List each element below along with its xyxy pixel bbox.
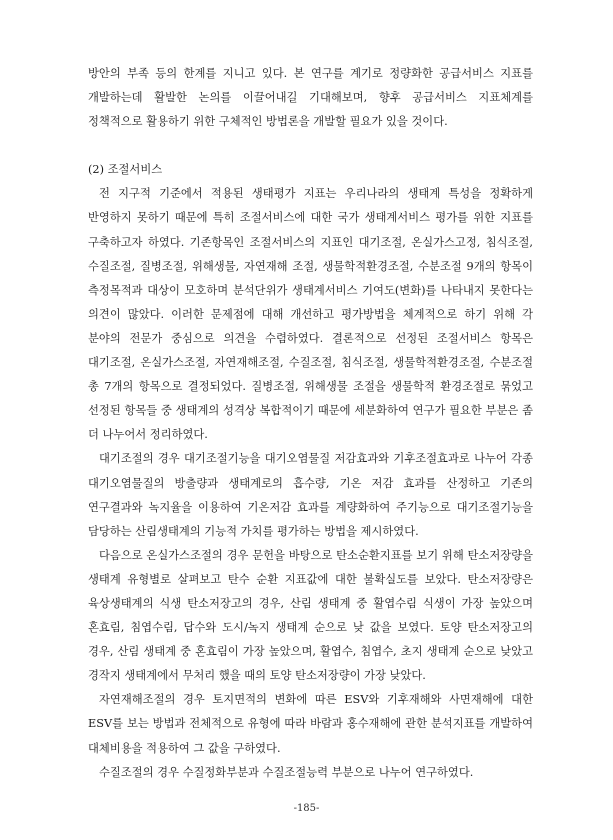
body-paragraph-ghg-regulation: 다음으로 온실가스조절의 경우 문헌을 바탕으로 탄소순환지표를 보기 위해 탄소저장량을 생태계 유형별로 살펴보고 탄수 순환 지표값에 대한 불확실도를 보았다. 탄소저장량은 육상생태계의 식생 탄소저장고의 경우, 산림 생태계 중 활엽수림 식생이 가장 높았으며 혼효림, 침엽수림, 답수와 도시/녹지 생태계 순으로 낮 값을 보였다. 토양 탄소저장고의 경우, 산림 생태계 중 혼효림이 가장 높았으며, 활엽수, 침엽수, 초지 생태계 순으로 낮았고 경작지 생태계에서 무처리 했을 때의 토양 탄소저장량이 가장 낮았다. <box>88 548 533 683</box>
body-paragraph-water-quality: 수질조절의 경우 수질정화부분과 수질조절능력 부분으로 나누어 연구하였다. <box>99 765 474 779</box>
body-paragraph-natural-hazard: 자연재해조절의 경우 토지면적의 변화에 따른 ESV와 기후재해와 사면재해에 대한 ESV를 보는 방법과 전체적으로 유형에 따라 바람과 홍수재해에 관한 분석지표를 개발하여 대체비용을 적용하여 그 값을 구하였다. <box>88 693 533 755</box>
body-paragraph-regulating-indicators: 전 지구적 기준에서 적용된 생태평가 지표는 우리나라의 생태계 특성을 정확하게 반영하지 못하기 때문에 특히 조절서비스에 대한 국가 생태계서비스 평가를 위한 지표를 구축하고자 하였다. 기존항목인 조절서비스의 지표인 대기조절, 온실가스고정, 침식조절, 수질조절, 질병조절, 위해생물, 자연재해 조절, 생물학적환경조절, 수분조절 9개의 항목이 측정목적과 대상이 모호하며 분석단위가 생태계서비스 기여도(변화)를 나타내지 못한다는 의견이 많았다. 이러한 문제점에 대해 개선하고 평가방법을 체계적으로 하기 위해 각 분야의 전문가 중심으로 의견을 수렴하였다. 결론적으로 선정된 조절서비스 항목은 대기조절, 온실가스조절, 자연재해조절, 수질조절, 침식조절, 생물학적환경조절, 수분조절 총 7개의 항목으로 결정되었다. 질병조절, 위해생물 조절을 생물학적 환경조절로 묶었고 선정된 항목들 중 생태계의 성격상 복합적이기 때문에 세분화하여 연구가 필요한 부분은 좀 더 나누어서 정리하였다. <box>88 187 533 442</box>
intro-paragraph: 방안의 부족 등의 한계를 지니고 있다. 본 연구를 계기로 정량화한 공급서비스 지표를 개발하는데 활발한 논의를 이끌어내길 기대해보며, 향후 공급서비스 지표체계를 정책적으로 활용하기 위한 구체적인 방법론을 개발할 필요가 있을 것이다. <box>88 67 533 129</box>
page-body <box>88 62 533 785</box>
section-heading: (2) 조절서비스 <box>88 163 163 177</box>
page-number: -185- <box>293 803 320 814</box>
body-paragraph-air-regulation: 대기조절의 경우 대기조절기능을 대기오염물질 저감효과와 기후조절효과로 나누어 각종 대기오염물질의 방출량과 생태계로의 흡수량, 기온 저감 효과를 산정하고 기존의 연구결과와 녹지율을 이용하여 기온저감 효과를 계량화하여 주기능으로 대기조절기능을 담당하는 산림생태계의 기능적 가치를 평가하는 방법을 제시하였다. <box>88 452 533 538</box>
